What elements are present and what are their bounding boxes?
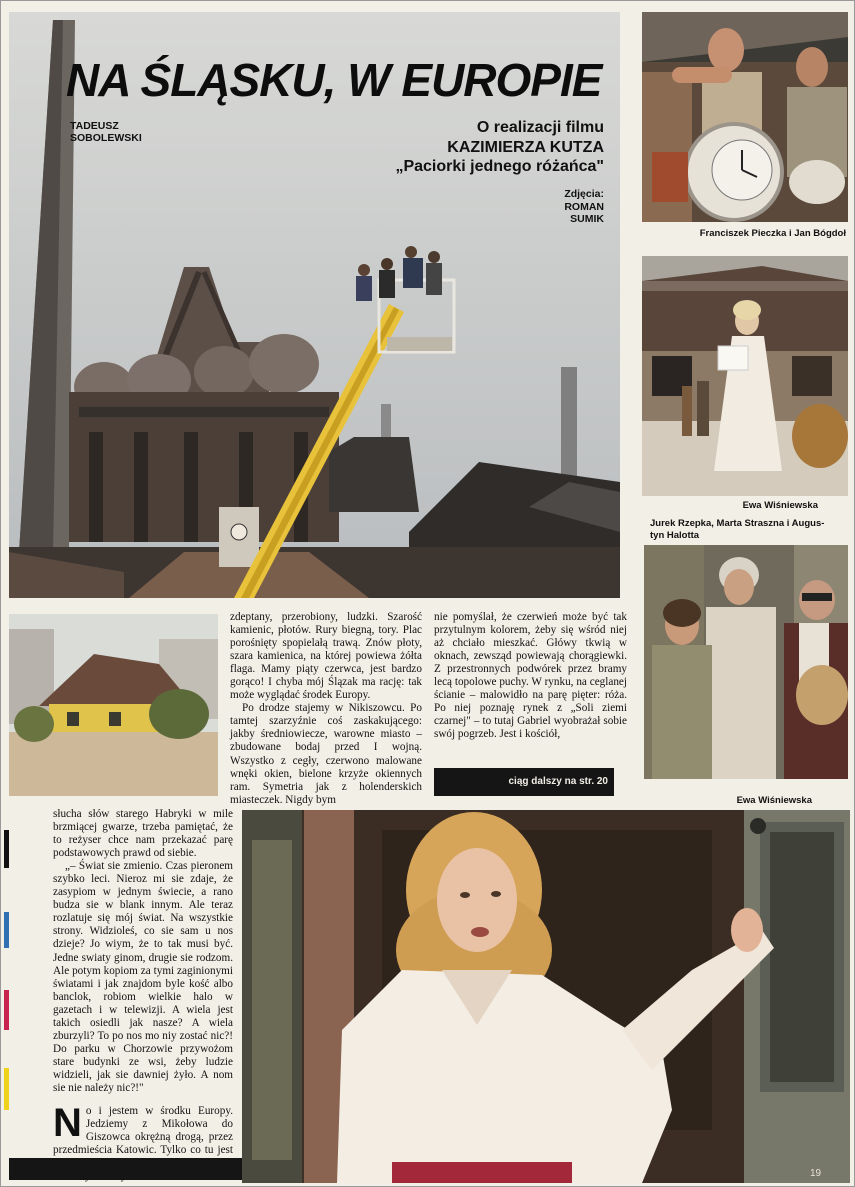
subtitle-line-3: „Paciorki jednego różańca" (395, 158, 604, 175)
print-color-mark-red (4, 990, 9, 1030)
caption-rzepka-line-2: tyn Halotta (650, 530, 700, 541)
author-name (70, 120, 142, 144)
article-col1-paragraph-3-text: o i jestem w środku Europy. Jedziemy z Mikołowa do Giszowca okrężną drogą, przez przedmieścia Katowic. Tylko co tu jest (53, 1105, 233, 1157)
caption-rzepka-straszna-halotta (650, 518, 826, 542)
caption-pieczka-bogdol: Franciszek Pieczka i Jan Bógdoł (699, 228, 846, 239)
article-col2-paragraph-2: Po drodze stajemy w Nikiszowcu. Po tamtej szarzyźnie coś zaskakującego: jakby średniowiecze, warowne miasto – zbudowane bodaj przed I wojną. Wszystko z cegły, czerwono malowane wnęki okien, bielone krzyże okiennych ram. Symetria jak z holenderskich miasteczek. Nigdy bym (230, 702, 422, 806)
print-color-mark-blue (4, 912, 9, 948)
article-column-1 (53, 808, 233, 1183)
caption-wisniewska-top: Ewa Wiśniewska (742, 500, 818, 511)
photo-wisniewska-doorway (242, 810, 850, 1183)
photo-credit-line-3: SUMIK (570, 213, 604, 225)
photo-credit-line-1: Zdjęcia: (564, 188, 604, 200)
photo-wisniewska-yard (642, 256, 848, 496)
article-column-2 (230, 611, 422, 807)
print-color-mark-yellow (4, 1068, 9, 1110)
bottom-black-strip (9, 1158, 243, 1180)
caption-wisniewska-bottom: Ewa Wiśniewska (736, 795, 812, 806)
photo-rzepka-straszna-halotta (644, 545, 848, 779)
photo-credit-line-2: ROMAN (564, 200, 604, 213)
article-title: NA ŚLĄSKU, W EUROPIE (66, 54, 602, 106)
photo-yellow-house (9, 614, 218, 796)
subtitle-line-2: KAZIMIERZA KUTZA (447, 138, 604, 156)
article-col2-paragraph-1: zdeptany, przerobiony, ludzki. Szarość kamienic, płotów. Rury biegną, tory. Plac porośnięty spopielałą trawą. Znów płoty, szara kamienica, na której powiewa żółta flaga. Mamy piąty czerwca, jest bardzo gorąco! I chyba mój Ślązak ma rację: tak może wyglądać środek Europy. (230, 611, 422, 702)
photo-pieczka-bogdol (642, 12, 848, 222)
print-color-mark-black (4, 830, 9, 868)
article-col1-paragraph-2: „– Świat sie zmienio. Czas pieronem szybko leci. Nieroz mi sie zdaje, że zasypiom w jednym świecie, a rano budza sie w blank innym. Ale teraz rozlatuje się mój świat. Na wszystkie strony. Widzioleś, co sie sam u nos dzieje? Jo wiym, że to tak musi być. Jedne swiaty ginom, drugie sie rodzom. Ale potym kopiom za tymi zaginionymi światami i jak znajdom byle kość albo banclok, robiom wielkie halo w gazetach i w telewizji. A wiela jest takich osiedli jak nasze? A wiela zburzyli? To po nos mo niy zostać nic?! Do parku w Chorzowie przywożom stare budynki ze wsi, żeby ludzie widzieli, jak sie dawniej żyło. A nom sie nie należy nic?!" (53, 860, 233, 1094)
article-col1-paragraph-1: słucha słów starego Habryki w mile brzmiącej gwarze, trzeba pamiętać, że to reżyser chce nam przekazać parę podstawowych prawd od siebie. (53, 808, 233, 860)
author-line-1: TADEUSZ (70, 120, 119, 132)
article-col3-paragraph-1: nie pomyślał, że czerwień może być tak przytulnym kolorem, żeby się wśród niej aż chciało mieszkać. Główy tkwią w oknach, zewsząd powiewają chorągiewki. Z przestronnych podwórek przez bramy lecą topolowe puchy. W rynku, na ceglanej ścianie – malowidło na parę pięter: róża. Po niej poznaję rynek z „Soli ziemi czarnej" – to tutaj Gabriel wyobrażał sobie swój pogrzeb. Jest i kościół, (434, 611, 627, 741)
continued-on-page: ciąg dalszy na str. 20 (508, 776, 608, 787)
caption-rzepka-line-1: Jurek Rzepka, Marta Straszna i Augus- (650, 518, 825, 529)
author-line-2: SOBOLEWSKI (70, 132, 142, 144)
drop-cap: N (53, 1101, 82, 1146)
article-column-3 (434, 611, 627, 741)
subtitle-line-1: O realizacji filmu (476, 119, 604, 136)
subtitle (300, 118, 604, 177)
page-number: 19 (810, 1168, 822, 1179)
photo-credit (480, 188, 604, 226)
